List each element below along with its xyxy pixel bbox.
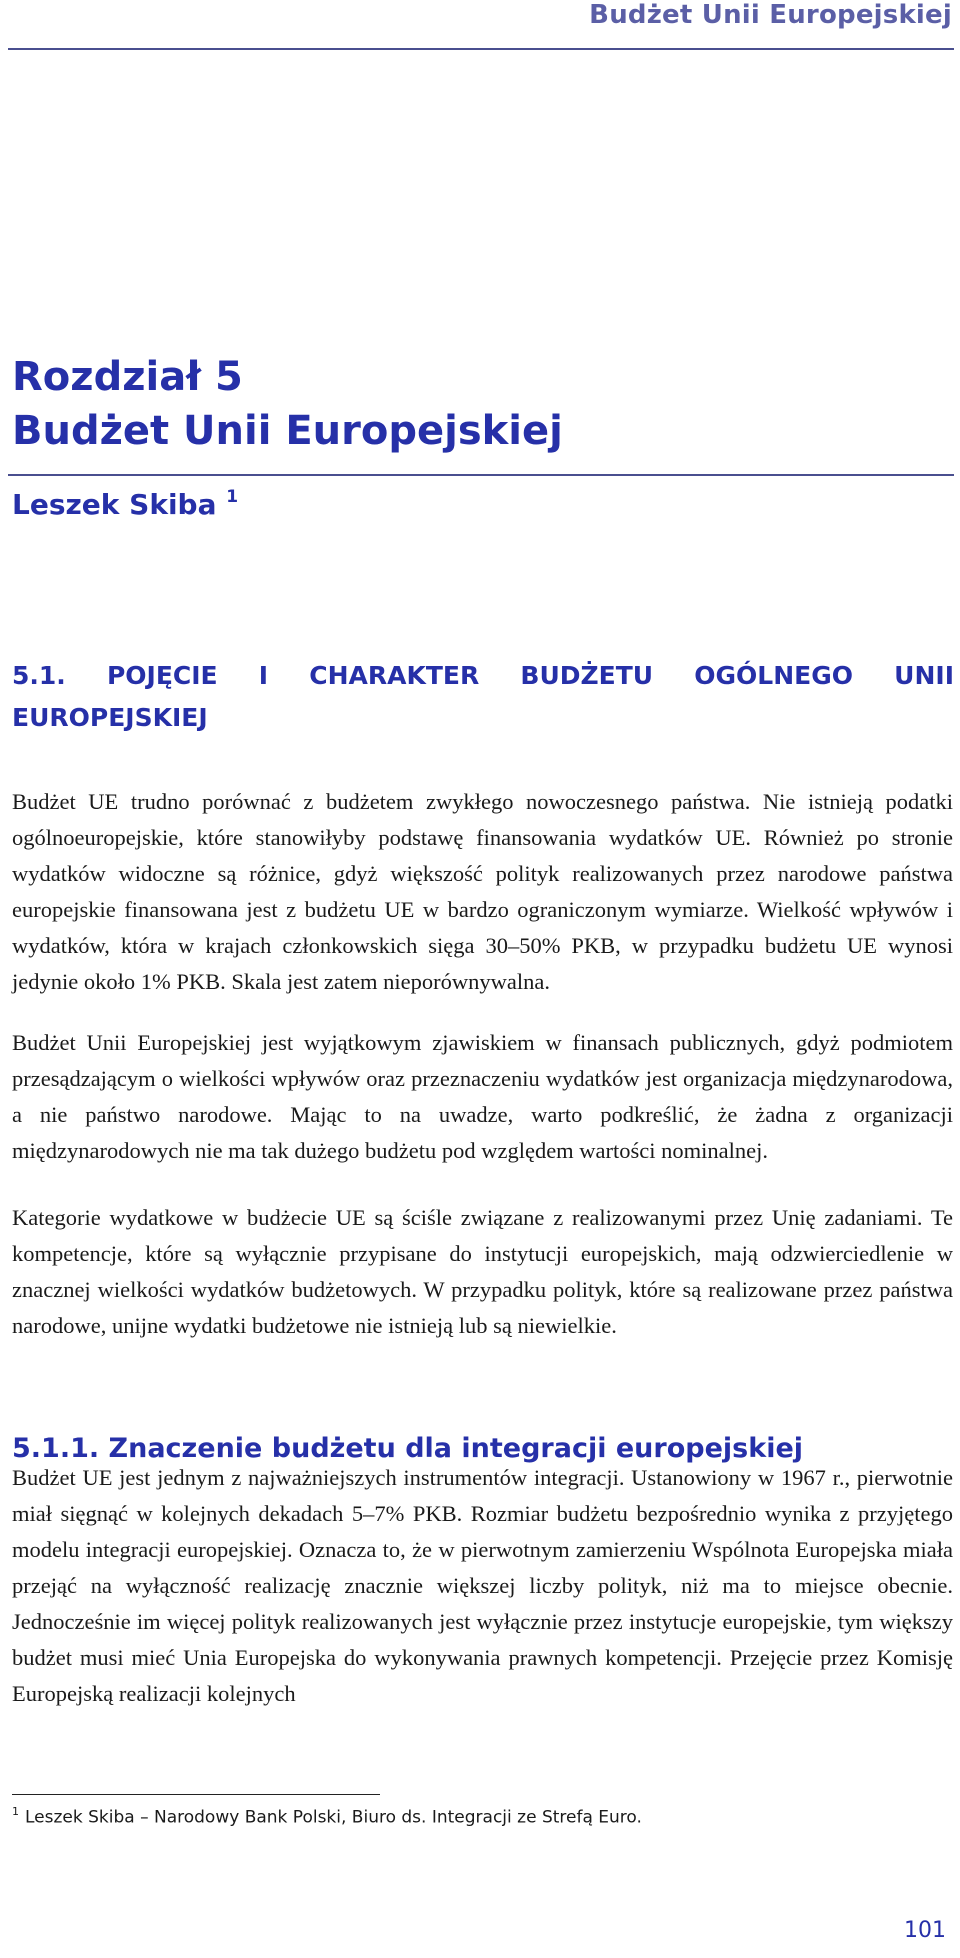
paragraph-2: Budżet Unii Europejskiej jest wyjątkowym zjawiskiem w finansach publicznych, gdyż podmiotem przesądzającym o wielkości wpływów oraz przeznaczeniu wydatków jest organizacja międzynarodowa, a nie państwo narodowe. Mając to na uwadze, warto podkreślić, że żadna z organizacji międzynarodowych nie ma tak dużego budżetu pod względem wartości nominalnej.	[12, 1030, 953, 1163]
subsection-paragraph: Budżet UE jest jednym z najważniejszych instrumentów integracji. Ustanowiony w 1967 r., pierwotnie miał sięgnąć w kolejnych dekadach 5–7% PKB. Rozmiar budżetu bezpośrednio wynika z przyjętego modelu integracji europejskiej. Oznacza to, że w pierwotnym zamierzeniu Wspólnota Europejska miała przejąć na wyłączność realizację znacznie większej liczby polityk, niż ma to miejsce obecnie. Jednocześnie im więcej polityk realizowanych jest wyłącznie przez instytucje europejskie, tym większy budżet musi mieć Unia Europejska do wykonywania prawnych kompetencji. Przejęcie przez Komisję Europejską realizacji kolejnych	[12, 1465, 953, 1706]
chapter-title	[12, 350, 563, 458]
chapter-number: Rozdział 5	[12, 354, 243, 400]
footnote-text: Leszek Skiba – Narodowy Bank Polski, Biuro ds. Integracji ze Strefą Euro.	[25, 1807, 642, 1828]
section-heading: 5.1. POJĘCIE I CHARAKTER BUDŻETU OGÓLNEGO UNII EUROPEJSKIEJ	[12, 660, 954, 732]
footnote-divider	[12, 1794, 380, 1795]
author-name: Leszek Skiba	[12, 488, 217, 521]
footnote	[12, 1806, 642, 1828]
chapter-name: Budżet Unii Europejskiej	[12, 408, 563, 454]
chapter-author	[12, 488, 238, 521]
footnote-mark: 1	[12, 1805, 19, 1818]
author-footnote-mark: 1	[226, 486, 239, 507]
paragraph-3: Kategorie wydatkowe w budżecie UE są ściśle związane z realizowanymi przez Unię zadaniami. Te kompetencje, które są wyłącznie przypisane do instytucji europejskich, mają odzwierciedlenie w znacznej wielkości wydatków budżetowych. W przypadku polityk, które są realizowane przez państwa narodowe, unijne wydatki budżetowe nie istnieją lub są niewielkie.	[12, 1205, 953, 1338]
running-header: Budżet Unii Europejskiej	[589, 0, 952, 30]
chapter-divider	[8, 474, 954, 476]
header-divider	[8, 48, 954, 50]
paragraph-1: Budżet UE trudno porównać z budżetem zwykłego nowoczesnego państwa. Nie istnieją podatki ogólnoeuropejskie, które stanowiłyby podstawę finansowania wydatków UE. Również po stronie wydatków widoczne są różnice, gdyż większość polityk realizowanych przez narodowe państwa europejskie finansowana jest z budżetu UE w bardzo ograniczonym wymiarze. Wielkość wpływów i wydatków, która w krajach członkowskich sięga 30–50% PKB, w przypadku budżetu UE wynosi jedynie około 1% PKB. Skala jest zatem nieporównywalna.	[12, 789, 953, 994]
subsection-heading: 5.1.1. Znaczenie budżetu dla integracji europejskiej	[12, 1433, 804, 1464]
page-number: 101	[904, 1918, 946, 1943]
